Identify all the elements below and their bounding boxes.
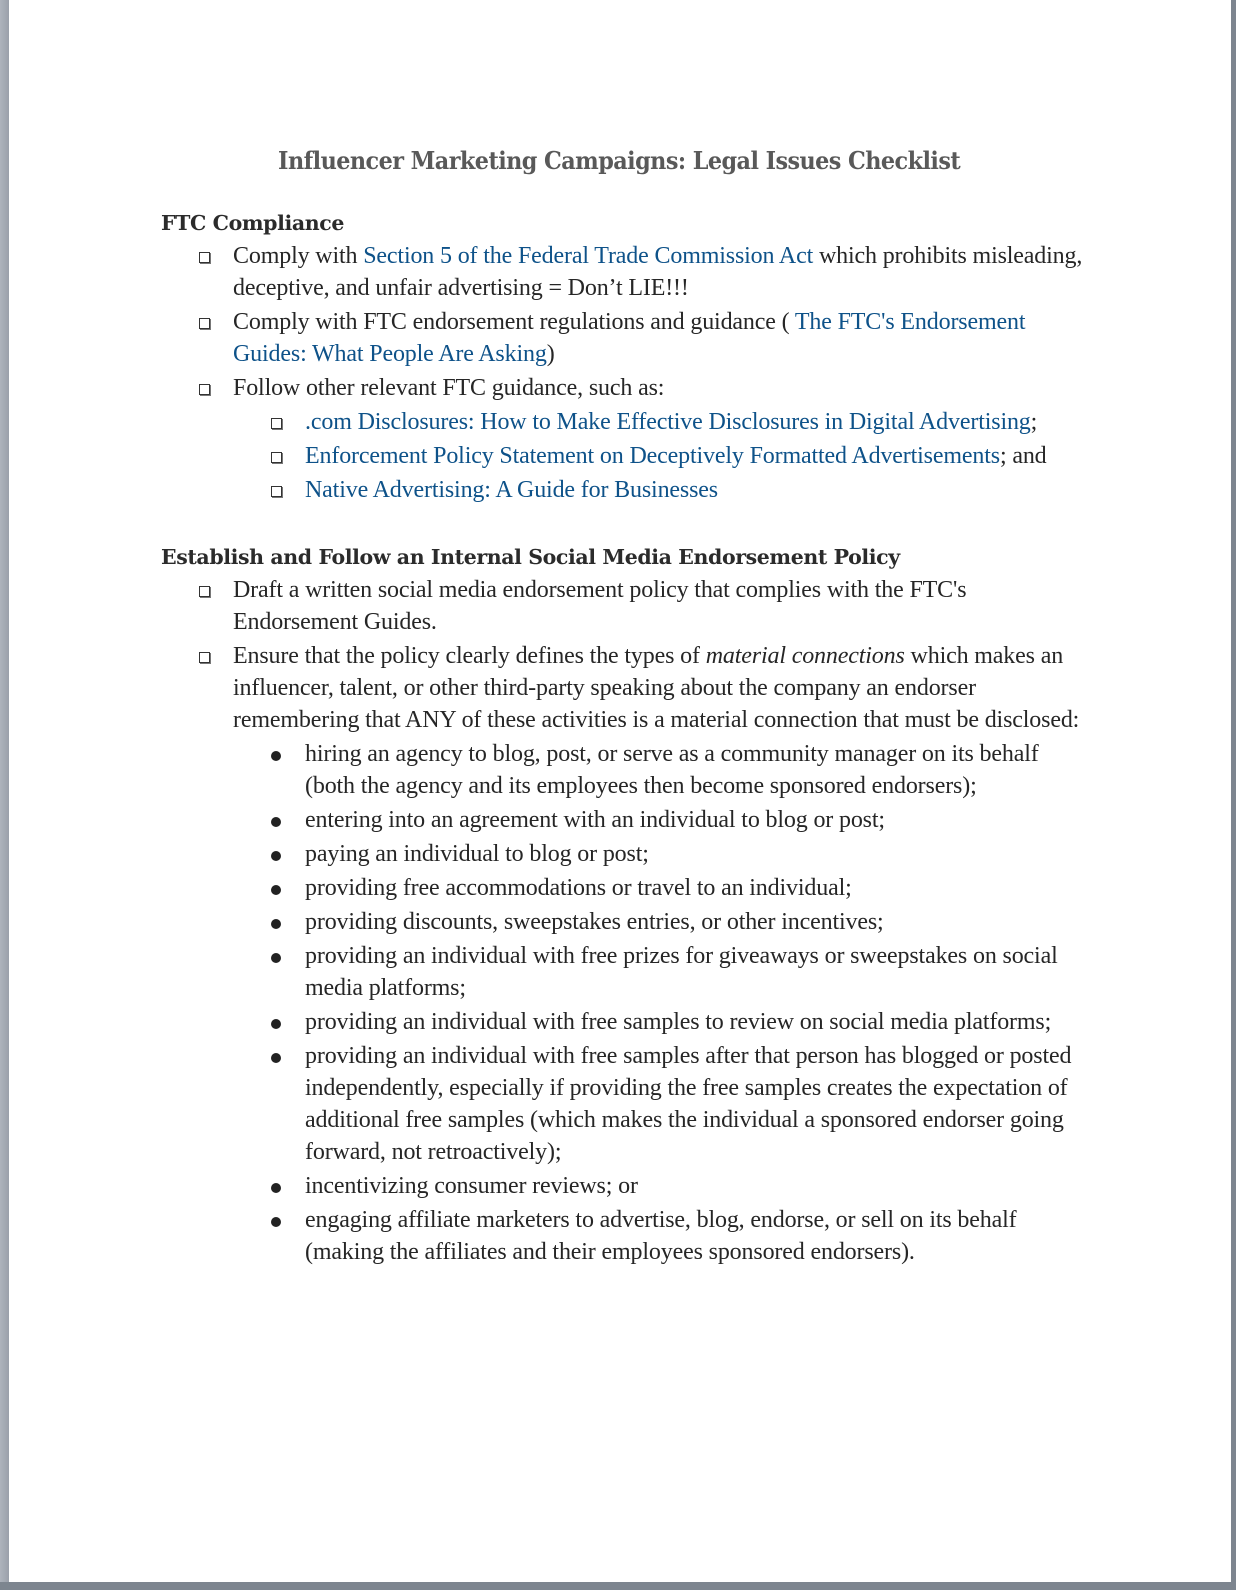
bullet-text: providing an individual with free prizes for giveaways or sweepstakes on social media platforms; bbox=[305, 943, 1058, 1001]
bullet-text: incentivizing consumer reviews; or bbox=[305, 1173, 638, 1199]
bullet-icon bbox=[271, 1217, 281, 1227]
bullet-icon bbox=[271, 1053, 281, 1063]
item-text: Ensure that the policy clearly defines the types of bbox=[233, 643, 706, 669]
item-text: ) bbox=[546, 341, 555, 367]
bullet-item bbox=[161, 1040, 1091, 1168]
bullet-item bbox=[161, 738, 1091, 802]
bullet-text: providing an individual with free samples to review on social media platforms; bbox=[305, 1009, 1052, 1035]
document-body bbox=[161, 206, 1091, 1270]
bullet-item bbox=[161, 940, 1091, 1004]
item-text: which makes an influencer, talent, or other third-party speaking about the company an endorser remembering that ANY of these activities is a material connection that must be disclosed: bbox=[233, 643, 1080, 733]
bullet-item bbox=[161, 804, 1091, 836]
bullet-icon bbox=[271, 885, 281, 895]
emphasis-text: material connections bbox=[705, 643, 905, 669]
section-heading-endorsement-policy: Establish and Follow an Internal Social Media Endorsement Policy bbox=[161, 545, 900, 569]
item-text: Follow other relevant FTC guidance, such as: bbox=[233, 375, 665, 401]
bullet-icon bbox=[271, 751, 281, 761]
bullet-text: providing free accommodations or travel to an individual; bbox=[305, 875, 852, 901]
bullet-item bbox=[161, 838, 1091, 870]
document-title: Influencer Marketing Campaigns: Legal Issues Checklist bbox=[278, 146, 961, 175]
bullet-item bbox=[161, 1204, 1091, 1268]
checklist-item bbox=[161, 240, 1091, 304]
bullet-text: paying an individual to blog or post; bbox=[305, 841, 649, 867]
bullet-icon bbox=[271, 1019, 281, 1029]
item-text: ; bbox=[1030, 409, 1038, 435]
checklist-item bbox=[161, 574, 1091, 638]
item-text: Draft a written social media endorsement policy that complies with the FTC's Endorsement Guides. bbox=[233, 577, 967, 635]
checklist-subitem bbox=[161, 440, 1091, 472]
window-frame-left bbox=[0, 0, 9, 1590]
checkbox-icon[interactable] bbox=[199, 384, 210, 395]
window-frame-right bbox=[1231, 0, 1236, 1590]
spacer bbox=[161, 508, 1091, 540]
item-text: Comply with bbox=[233, 243, 364, 269]
bullet-item bbox=[161, 1006, 1091, 1038]
checkbox-icon[interactable] bbox=[199, 252, 210, 263]
bullet-icon bbox=[271, 817, 281, 827]
checkbox-icon[interactable] bbox=[271, 418, 282, 429]
window-frame-bottom bbox=[0, 1582, 1236, 1590]
link-section-5-ftc-act[interactable]: Section 5 of the Federal Trade Commission Act bbox=[363, 243, 814, 269]
checklist-item bbox=[161, 640, 1091, 736]
link-enforcement-policy-statement[interactable]: Enforcement Policy Statement on Deceptively Formatted Advertisements bbox=[305, 443, 1000, 469]
bullet-item bbox=[161, 1170, 1091, 1202]
document-page bbox=[9, 0, 1231, 1582]
item-text: ; and bbox=[999, 443, 1047, 469]
bullet-item bbox=[161, 906, 1091, 938]
bullet-text: hiring an agency to blog, post, or serve as a community manager on its behalf (both the agency and its employees then become sponsored endorsers); bbox=[305, 741, 1039, 799]
bullet-icon bbox=[271, 1183, 281, 1193]
link-ftc-endorsement-guides[interactable]: The FTC's Endorsement Guides: What People Are Asking bbox=[233, 309, 1026, 367]
section-heading-ftc-compliance: FTC Compliance bbox=[161, 211, 344, 235]
checkbox-icon[interactable] bbox=[199, 586, 210, 597]
bullet-icon bbox=[271, 953, 281, 963]
checkbox-icon[interactable] bbox=[271, 486, 282, 497]
checkbox-icon[interactable] bbox=[271, 452, 282, 463]
bullet-icon bbox=[271, 851, 281, 861]
bullet-icon bbox=[271, 919, 281, 929]
bullet-text: entering into an agreement with an individual to blog or post; bbox=[305, 807, 885, 833]
checklist-item bbox=[161, 306, 1091, 370]
bullet-text: providing an individual with free samples after that person has blogged or posted independently, especially if providing the free samples creates the expectation of additional free samples (which makes the individual a sponsored endorser going forward, not retroactively); bbox=[305, 1043, 1072, 1165]
checkbox-icon[interactable] bbox=[199, 652, 210, 663]
checklist-subitem bbox=[161, 474, 1091, 506]
checklist-subitem bbox=[161, 406, 1091, 438]
bullet-text: providing discounts, sweepstakes entries, or other incentives; bbox=[305, 909, 884, 935]
bullet-item bbox=[161, 872, 1091, 904]
item-text: Comply with FTC endorsement regulations and guidance ( bbox=[233, 309, 795, 335]
link-native-advertising-guide[interactable]: Native Advertising: A Guide for Businesses bbox=[305, 477, 718, 503]
bullet-text: engaging affiliate marketers to advertise, blog, endorse, or sell on its behalf (making the affiliates and their employees sponsored endorsers). bbox=[305, 1207, 1017, 1265]
item-text: which prohibits misleading, deceptive, and unfair advertising = Don’t LIE!!! bbox=[233, 243, 1083, 301]
checkbox-icon[interactable] bbox=[199, 318, 210, 329]
link-com-disclosures[interactable]: .com Disclosures: How to Make Effective Disclosures in Digital Advertising bbox=[305, 409, 1031, 435]
checklist-item bbox=[161, 372, 1091, 404]
